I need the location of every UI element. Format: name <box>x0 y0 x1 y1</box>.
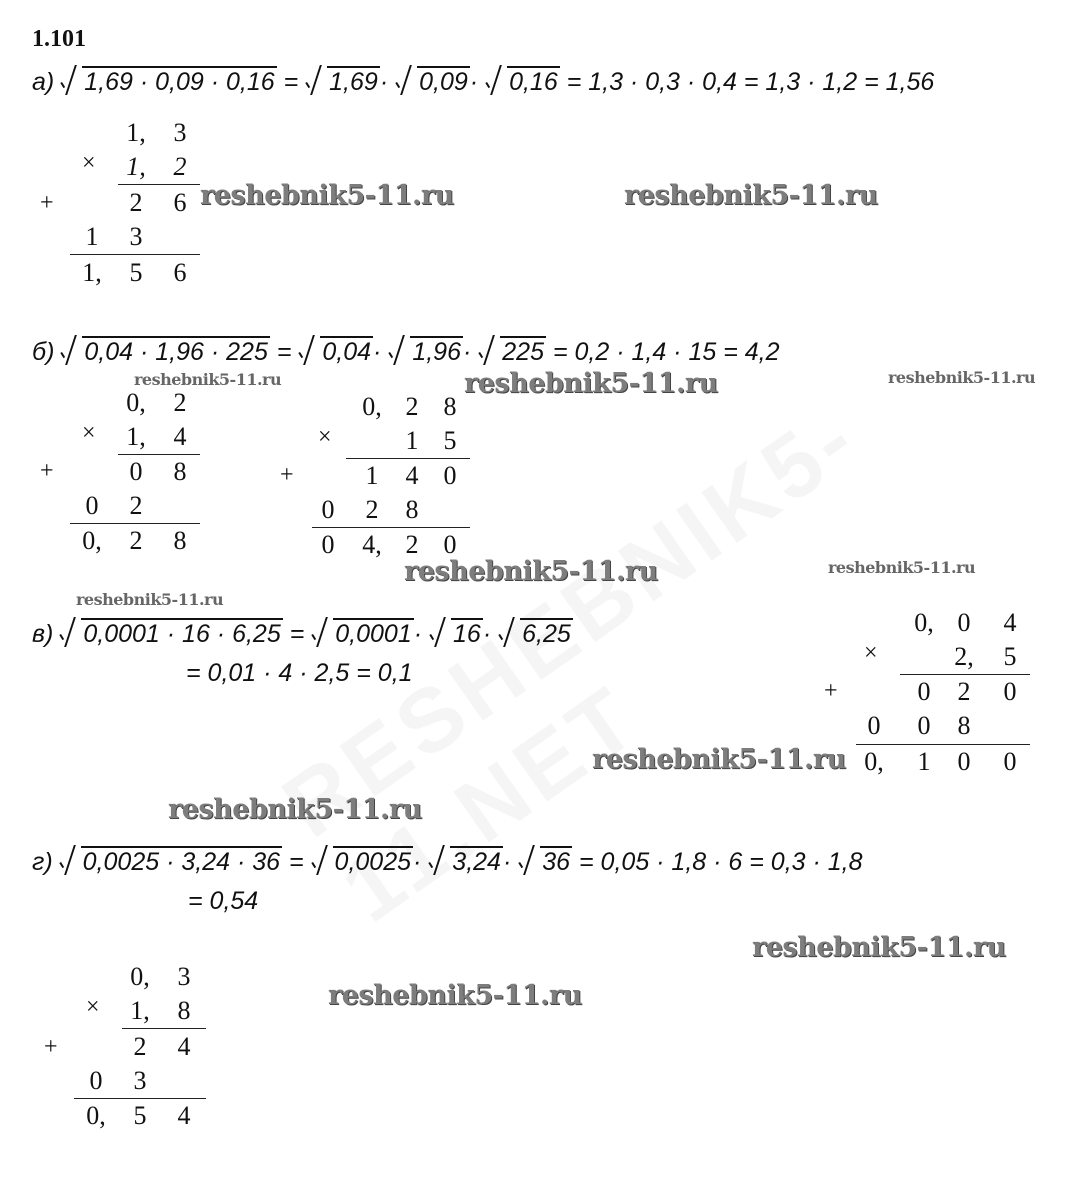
sqrt-sign <box>520 846 572 877</box>
digit: 2 <box>405 392 419 421</box>
result-chain: = 0,05 · 1,8 · 6 = 0,3 · 1,8 <box>579 848 863 876</box>
radicand: 0,04 <box>322 338 372 366</box>
radicand: 3,24 <box>452 848 501 876</box>
digit: 2, <box>954 642 974 671</box>
digit: 3 <box>173 118 187 147</box>
sqrt-sign <box>430 846 503 877</box>
digit: 0 <box>917 677 931 706</box>
sqrt-sign <box>500 618 573 649</box>
equals: = <box>276 338 292 366</box>
rule <box>74 1098 206 1099</box>
digit: 0, <box>914 608 934 637</box>
equation-a <box>32 66 934 97</box>
digit: 0 <box>85 491 99 520</box>
equals: = <box>288 848 304 876</box>
digit: 6 <box>173 188 187 217</box>
digit: 1, <box>82 258 102 287</box>
times-sign: × <box>86 994 100 1020</box>
watermark: reshebnik5-11.ru <box>752 932 1006 963</box>
digit: 1, <box>126 118 146 147</box>
digit: 1, <box>126 422 146 451</box>
digit: 6 <box>173 258 187 287</box>
rule <box>70 254 200 255</box>
radicand: 1,69 · 0,09 · 0,16 <box>84 68 275 96</box>
sqrt-sign <box>61 846 282 877</box>
digit: 4 <box>177 1032 191 1061</box>
digit: 2 <box>365 495 379 524</box>
sqrt-sign <box>397 66 470 97</box>
watermark: reshebnik5-11.ru <box>464 368 718 399</box>
digit: 1, <box>130 996 150 1025</box>
watermark: reshebnik5-11.ru <box>624 180 878 211</box>
dot: · <box>469 68 479 96</box>
dot: · <box>413 848 422 876</box>
digit: 2 <box>129 491 143 520</box>
sqrt-sign <box>313 846 413 877</box>
watermark: reshebnik5-11.ru <box>168 794 422 825</box>
radicand: 0,0001 <box>335 620 412 648</box>
dot: · <box>502 848 512 876</box>
digit: 3 <box>177 962 191 991</box>
digit: 5 <box>443 426 457 455</box>
radicand: 36 <box>542 848 571 876</box>
rule <box>122 1028 206 1029</box>
watermark: reshebnik5-11.ru <box>592 744 846 775</box>
dot: · <box>482 620 492 648</box>
sqrt-sign <box>62 336 269 367</box>
radicand: 1,96 <box>412 338 461 366</box>
digit: 0 <box>917 711 931 740</box>
digit: 1 <box>917 747 931 776</box>
watermark: reshebnik5-11.ru <box>888 368 1036 387</box>
digit: 2 <box>133 1032 147 1061</box>
rule <box>856 744 1030 745</box>
digit: 2 <box>129 526 143 555</box>
sqrt-sign <box>480 336 546 367</box>
digit: 0, <box>86 1101 106 1130</box>
radicand: 0,09 <box>419 68 468 96</box>
watermark: reshebnik5-11.ru <box>828 558 976 577</box>
sqrt-sign <box>487 66 560 97</box>
digit: 0 <box>1003 747 1017 776</box>
digit: 8 <box>177 996 191 1025</box>
digit: 0 <box>321 495 335 524</box>
digit: 8 <box>405 495 419 524</box>
rule <box>346 458 470 459</box>
digit: 8 <box>443 392 457 421</box>
sqrt-sign <box>307 66 380 97</box>
digit: 2 <box>173 388 187 417</box>
label-b: б) <box>32 338 55 366</box>
rule <box>312 527 470 528</box>
label-c: в) <box>32 620 54 648</box>
digit: 0 <box>89 1066 103 1095</box>
digit: 1 <box>85 222 99 251</box>
digit: 5 <box>1003 642 1017 671</box>
digit: 0 <box>129 457 143 486</box>
plus-sign: + <box>40 190 54 216</box>
digit: 4, <box>362 530 382 559</box>
digit: 0 <box>957 747 971 776</box>
rule <box>118 454 200 455</box>
radicand: 0,0025 · 3,24 · 36 <box>82 848 281 876</box>
digit: 5 <box>129 258 143 287</box>
dot: · <box>379 68 389 96</box>
rule <box>118 184 200 185</box>
digit: 8 <box>957 711 971 740</box>
digit: 0, <box>130 962 150 991</box>
watermark: reshebnik5-11.ru <box>134 370 282 389</box>
sqrt-sign <box>300 336 373 367</box>
radicand: 0,0001 · 16 · 6,25 <box>83 620 281 648</box>
watermark: reshebnik5-11.ru <box>200 180 454 211</box>
sqrt-sign <box>61 618 282 649</box>
times-sign: × <box>864 640 878 666</box>
equation-c-line2: = 0,01 · 4 · 2,5 = 0,1 <box>186 659 413 687</box>
watermark: reshebnik5-11.ru <box>328 980 582 1011</box>
result-chain: = 0,2 · 1,4 · 15 = 4,2 <box>552 338 780 366</box>
watermark: reshebnik5-11.ru <box>76 590 224 609</box>
digit: 4 <box>405 461 419 490</box>
radicand: 0,16 <box>509 68 558 96</box>
digit: 1 <box>365 461 379 490</box>
digit: 8 <box>173 457 187 486</box>
equals: = <box>283 68 299 96</box>
sqrt-sign <box>431 618 483 649</box>
radicand: 0,04 · 1,96 · 225 <box>84 338 268 366</box>
times-sign: × <box>82 150 96 176</box>
rule <box>900 674 1030 675</box>
digit: 8 <box>173 526 187 555</box>
digit: 1 <box>405 426 419 455</box>
digit: 0 <box>867 711 881 740</box>
equation-c <box>32 618 573 649</box>
plus-sign: + <box>280 462 294 488</box>
digit: 5 <box>133 1101 147 1130</box>
task-number: 1.101 <box>32 26 86 52</box>
digit: 2 <box>173 152 187 181</box>
radicand: 0,0025 <box>334 848 412 876</box>
equation-b <box>32 336 780 367</box>
digit: 2 <box>957 677 971 706</box>
digit: 4 <box>177 1101 191 1130</box>
digit: 2 <box>129 188 143 217</box>
sqrt-sign <box>62 66 276 97</box>
radicand: 6,25 <box>522 620 571 648</box>
dot: · <box>413 620 423 648</box>
digit: 0 <box>957 608 971 637</box>
digit: 0, <box>126 388 146 417</box>
equation-d <box>32 846 863 877</box>
radicand: 1,69 <box>329 68 378 96</box>
radicand: 225 <box>502 338 544 366</box>
dot: · <box>463 338 472 366</box>
digit: 3 <box>129 222 143 251</box>
digit: 4 <box>173 422 187 451</box>
digit: 0, <box>864 747 884 776</box>
digit: 0 <box>443 461 457 490</box>
rule <box>70 523 200 524</box>
dot: · <box>373 338 382 366</box>
plus-sign: + <box>40 458 54 484</box>
plus-sign: + <box>824 678 838 704</box>
digit: 2 <box>405 530 419 559</box>
equation-d-line2: = 0,54 <box>188 887 259 915</box>
sqrt-sign <box>390 336 463 367</box>
equals: = <box>289 620 305 648</box>
digit: 0, <box>82 526 102 555</box>
digit: 0 <box>1003 677 1017 706</box>
digit: 1, <box>126 152 146 181</box>
digit: 0 <box>443 530 457 559</box>
result-chain: = 1,3 · 0,3 · 0,4 = 1,3 · 1,2 = 1,56 <box>566 68 935 96</box>
label-d: г) <box>32 848 53 876</box>
watermark: reshebnik5-11.ru <box>404 556 658 587</box>
sqrt-sign <box>313 618 413 649</box>
digit: 4 <box>1003 608 1017 637</box>
digit: 0, <box>362 392 382 421</box>
plus-sign: + <box>44 1034 58 1060</box>
digit: 3 <box>133 1066 147 1095</box>
times-sign: × <box>318 424 332 450</box>
radicand: 16 <box>453 620 481 648</box>
digit: 0 <box>321 530 335 559</box>
label-a: а) <box>32 68 55 96</box>
times-sign: × <box>82 420 96 446</box>
